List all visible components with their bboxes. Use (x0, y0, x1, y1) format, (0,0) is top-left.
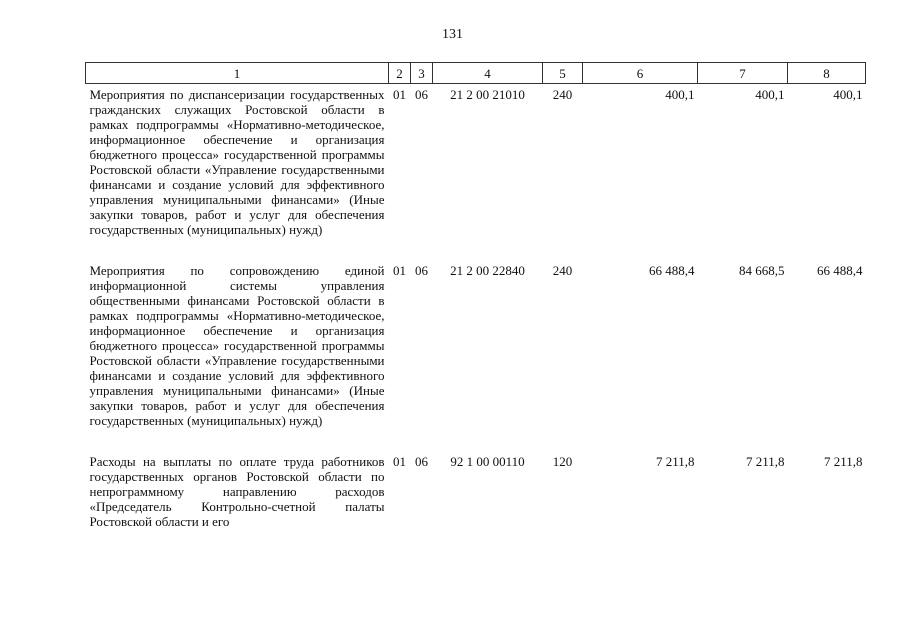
budget-table (85, 62, 866, 529)
row-description: Расходы на выплаты по оплате труда работников государственных органов Ростовской области по непрограммному направлению расходов «Председатель Контрольно-счетной палаты Ростовской области и его (89, 454, 385, 529)
column-header-8: 8 (788, 63, 866, 84)
page-number: 131 (442, 27, 463, 42)
row-subsection-code: 06 (415, 454, 428, 469)
column-header-7: 7 (698, 63, 788, 84)
column-header-6: 6 (583, 63, 698, 84)
row-amount-6: 400,1 (665, 87, 695, 102)
row-section-code: 01 (393, 454, 406, 469)
row-amount-7: 400,1 (755, 87, 785, 102)
row-description: Мероприятия по диспансеризации государственных гражданских служащих Ростовской области в рамках подпрограммы «Нормативно-методическое, информационное обеспечение и организация бюджетного процесса» государственной программы Ростовской области «Управление государственными финансами и создание условий для эффективного управления муниципальными финансами» (Иные закупки товаров, работ и услуг для обеспечения государственных (муниципальных) нужд) (89, 87, 385, 237)
column-header-2: 2 (389, 63, 411, 84)
row-section-code: 01 (393, 263, 406, 278)
row-expense-type: 240 (552, 87, 573, 102)
column-header-3: 3 (411, 63, 433, 84)
row-description: Мероприятия по сопровождению единой информационной системы управления общественными финансами Ростовской области в рамках подпрограммы «Нормативно-методическое, информационное обеспечение и организация бюджетного процесса» государственной программы Ростовской области «Управление государственными финансами и создание условий для эффективного управления муниципальными финансами» (Иные закупки товаров, работ и услуг для обеспечения государственных (муниципальных) нужд) (89, 263, 385, 428)
table-row (86, 84, 866, 238)
column-header-1: 1 (86, 63, 389, 84)
table-row (86, 237, 866, 428)
row-amount-8: 7 211,8 (823, 454, 863, 469)
row-target-article: 21 2 00 22840 (450, 263, 525, 278)
column-header-4: 4 (433, 63, 543, 84)
row-amount-8: 400,1 (833, 87, 863, 102)
table-row (86, 428, 866, 529)
row-expense-type: 240 (552, 263, 573, 278)
row-amount-6: 66 488,4 (649, 263, 695, 278)
column-header-5: 5 (543, 63, 583, 84)
table-header-row (86, 63, 866, 84)
row-subsection-code: 06 (415, 87, 428, 102)
row-amount-7: 84 668,5 (739, 263, 785, 278)
row-amount-7: 7 211,8 (745, 454, 785, 469)
row-amount-8: 66 488,4 (817, 263, 863, 278)
row-target-article: 21 2 00 21010 (450, 87, 525, 102)
row-amount-6: 7 211,8 (655, 454, 695, 469)
row-expense-type: 120 (552, 454, 573, 469)
row-target-article: 92 1 00 00110 (450, 454, 525, 469)
row-section-code: 01 (393, 87, 406, 102)
row-subsection-code: 06 (415, 263, 428, 278)
